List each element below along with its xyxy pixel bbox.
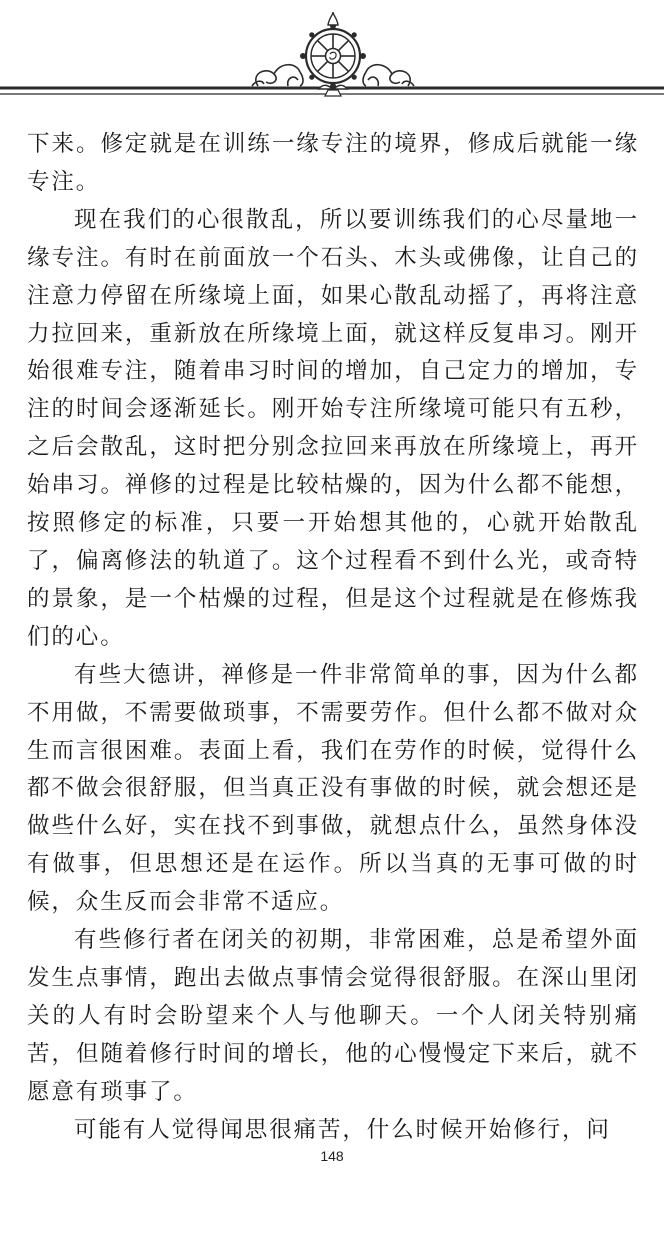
paragraph: 下来。修定就是在训练一缘专注的境界，修成后就能一缘专注。 bbox=[27, 131, 639, 195]
paragraph: 有些大德讲，禅修是一件非常简单的事，因为什么都不用做，不需要做琐事，不需要劳作。但什么都不做对众生而言很困难。表面上看，我们在劳作的时候，觉得什么都不做会很舒服，但当真正没有事做的时候，就会想还是做些什么好，实在找不到事做，就想点什么，虽然身体没有做事，但思想还是在运作。所以当真的无事可做的时候，众生反而会非常不适应。 bbox=[27, 661, 639, 916]
paragraph: 有些修行者在闭关的初期，非常困难，总是希望外面发生点事情，跑出去做点事情会觉得很舒服。在深山里闭关的人有时会盼望来个人与他聊天。一个人闭关特别痛苦，但随着修行时间的增长，他的心慢慢定下来后，就不愿意有琐事了。 bbox=[27, 927, 639, 1105]
dharma-wheel-icon bbox=[0, 0, 664, 110]
paragraph: 可能有人觉得闻思很痛苦，什么时候开始修行，问 bbox=[74, 1116, 611, 1143]
body-text bbox=[27, 126, 639, 1149]
paragraph: 现在我们的心很散乱，所以要训练我们的心尽量地一缘专注。有时在前面放一个石头、木头或佛像，让自己的注意力停留在所缘境上面，如果心散乱动摇了，再将注意力拉回来，重新放在所缘境上面，就这样反复串习。刚开始很难专注，随着串习时间的增加，自己定力的增加，专注的时间会逐渐延长。刚开始专注所缘境可能只有五秒，之后会散乱，这时把分别念拉回来再放在所缘境上，再开始串习。禅修的过程是比较枯燥的，因为什么都不能想，按照修定的标准，只要一开始想其他的，心就开始散乱了，偏离修法的轨道了。这个过程看不到什么光，或奇特的景象，是一个枯燥的过程，但是这个过程就是在修炼我们的心。 bbox=[27, 206, 639, 650]
page-number: 148 bbox=[320, 1148, 344, 1164]
page-header-ornament bbox=[0, 0, 664, 110]
